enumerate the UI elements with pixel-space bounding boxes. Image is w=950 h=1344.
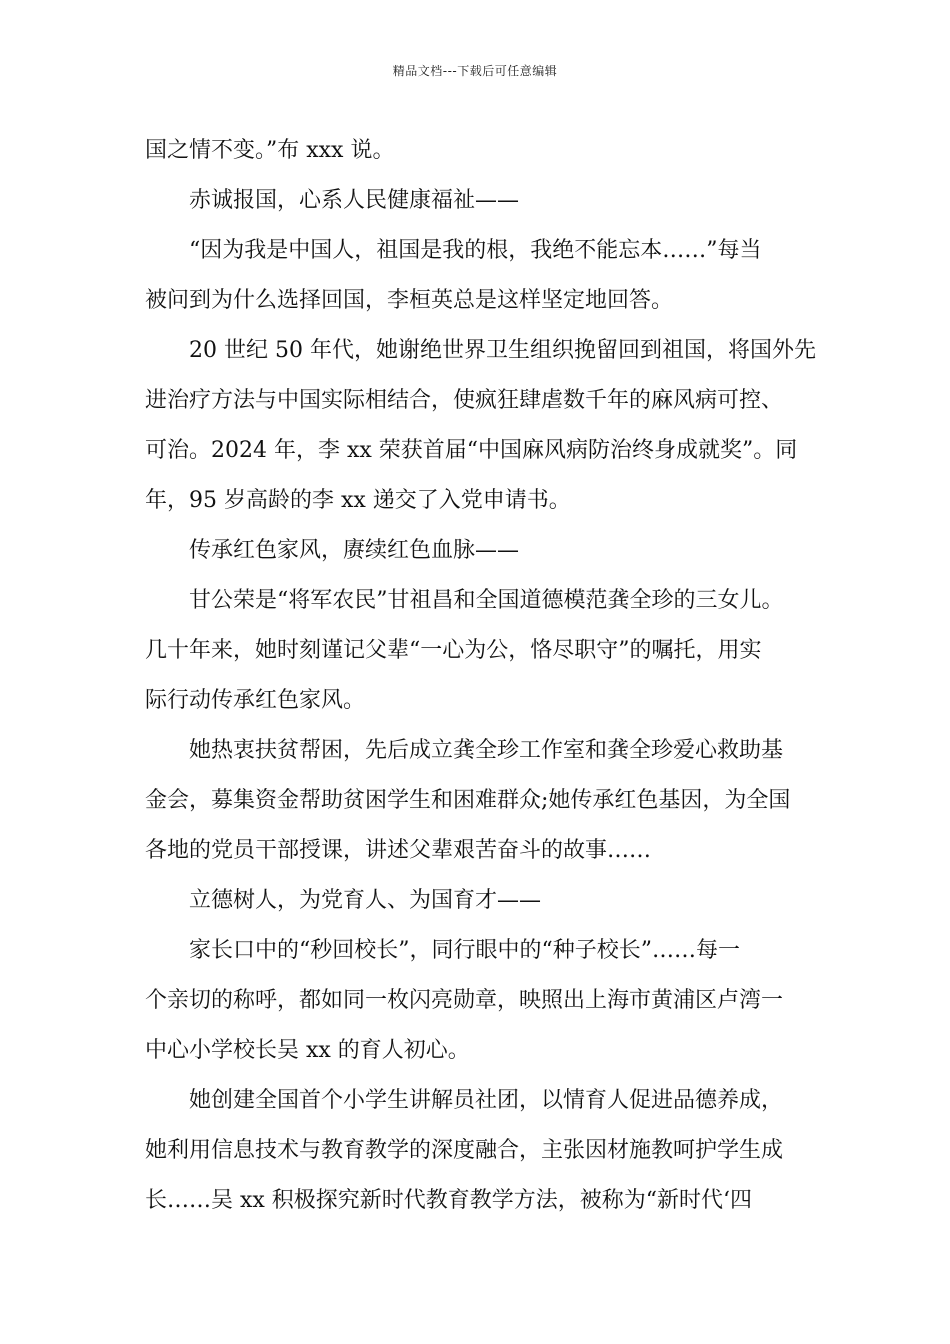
text-line: 各地的党员干部授课，讲述父辈艰苦奋斗的故事…… [145, 838, 652, 863]
text-line: 个亲切的称呼，都如同一枚闪亮勋章，映照出上海市黄浦区卢湾一 [145, 988, 784, 1013]
text-line: 她创建全国首个小学生讲解员社团，以情育人促进品德养成， [189, 1088, 784, 1113]
text-line: 赤诚报国，心系人民健康福祉—— [189, 188, 520, 213]
text-line: 她利用信息技术与教育教学的深度融合，主张因材施教呵护学生成 [145, 1138, 784, 1163]
text-line: 20 世纪 50 年代，她谢绝世界卫生组织挽留回到祖国，将国外先 [189, 338, 816, 363]
text-line: “因为我是中国人，祖国是我的根，我绝不能忘本……”每当 [189, 238, 762, 263]
text-line: 进治疗方法与中国实际相结合，使疯狂肆虐数千年的麻风病可控、 [145, 388, 784, 413]
text-line: 她热衷扶贫帮困，先后成立龚全珍工作室和龚全珍爱心救助基 [189, 738, 784, 763]
text-line: 传承红色家风，赓续红色血脉—— [189, 538, 520, 563]
text-line: 甘公荣是“将军农民”甘祖昌和全国道德模范龚全珍的三女儿。 [189, 588, 784, 613]
text-line: 家长口中的“秒回校长”，同行眼中的“种子校长”……每一 [189, 938, 740, 963]
text-line: 立德树人，为党育人、为国育才—— [189, 888, 542, 913]
text-line: 际行动传承红色家风。 [145, 688, 366, 713]
text-line: 国之情不变。”布 xxx 说。 [145, 138, 395, 163]
page-header: 精品文档---下载后可任意编辑 [392, 64, 558, 78]
text-line: 长……吴 xx 积极探究新时代教育教学方法，被称为“新时代‘四 [145, 1188, 753, 1213]
text-line: 被问到为什么选择回国，李桓英总是这样坚定地回答。 [145, 288, 674, 313]
text-line: 几十年来，她时刻谨记父辈“一心为公，恪尽职守”的嘱托，用实 [145, 638, 762, 663]
text-line: 中心小学校长吴 xx 的育人初心。 [145, 1038, 470, 1063]
text-line: 金会，募集资金帮助贫困学生和困难群众;她传承红色基因，为全国 [145, 788, 791, 813]
text-line: 可治。2024 年，李 xx 荣获首届“中国麻风病防治终身成就奖”。同 [145, 438, 798, 463]
text-line: 年，95 岁高龄的李 xx 递交了入党申请书。 [145, 488, 571, 513]
